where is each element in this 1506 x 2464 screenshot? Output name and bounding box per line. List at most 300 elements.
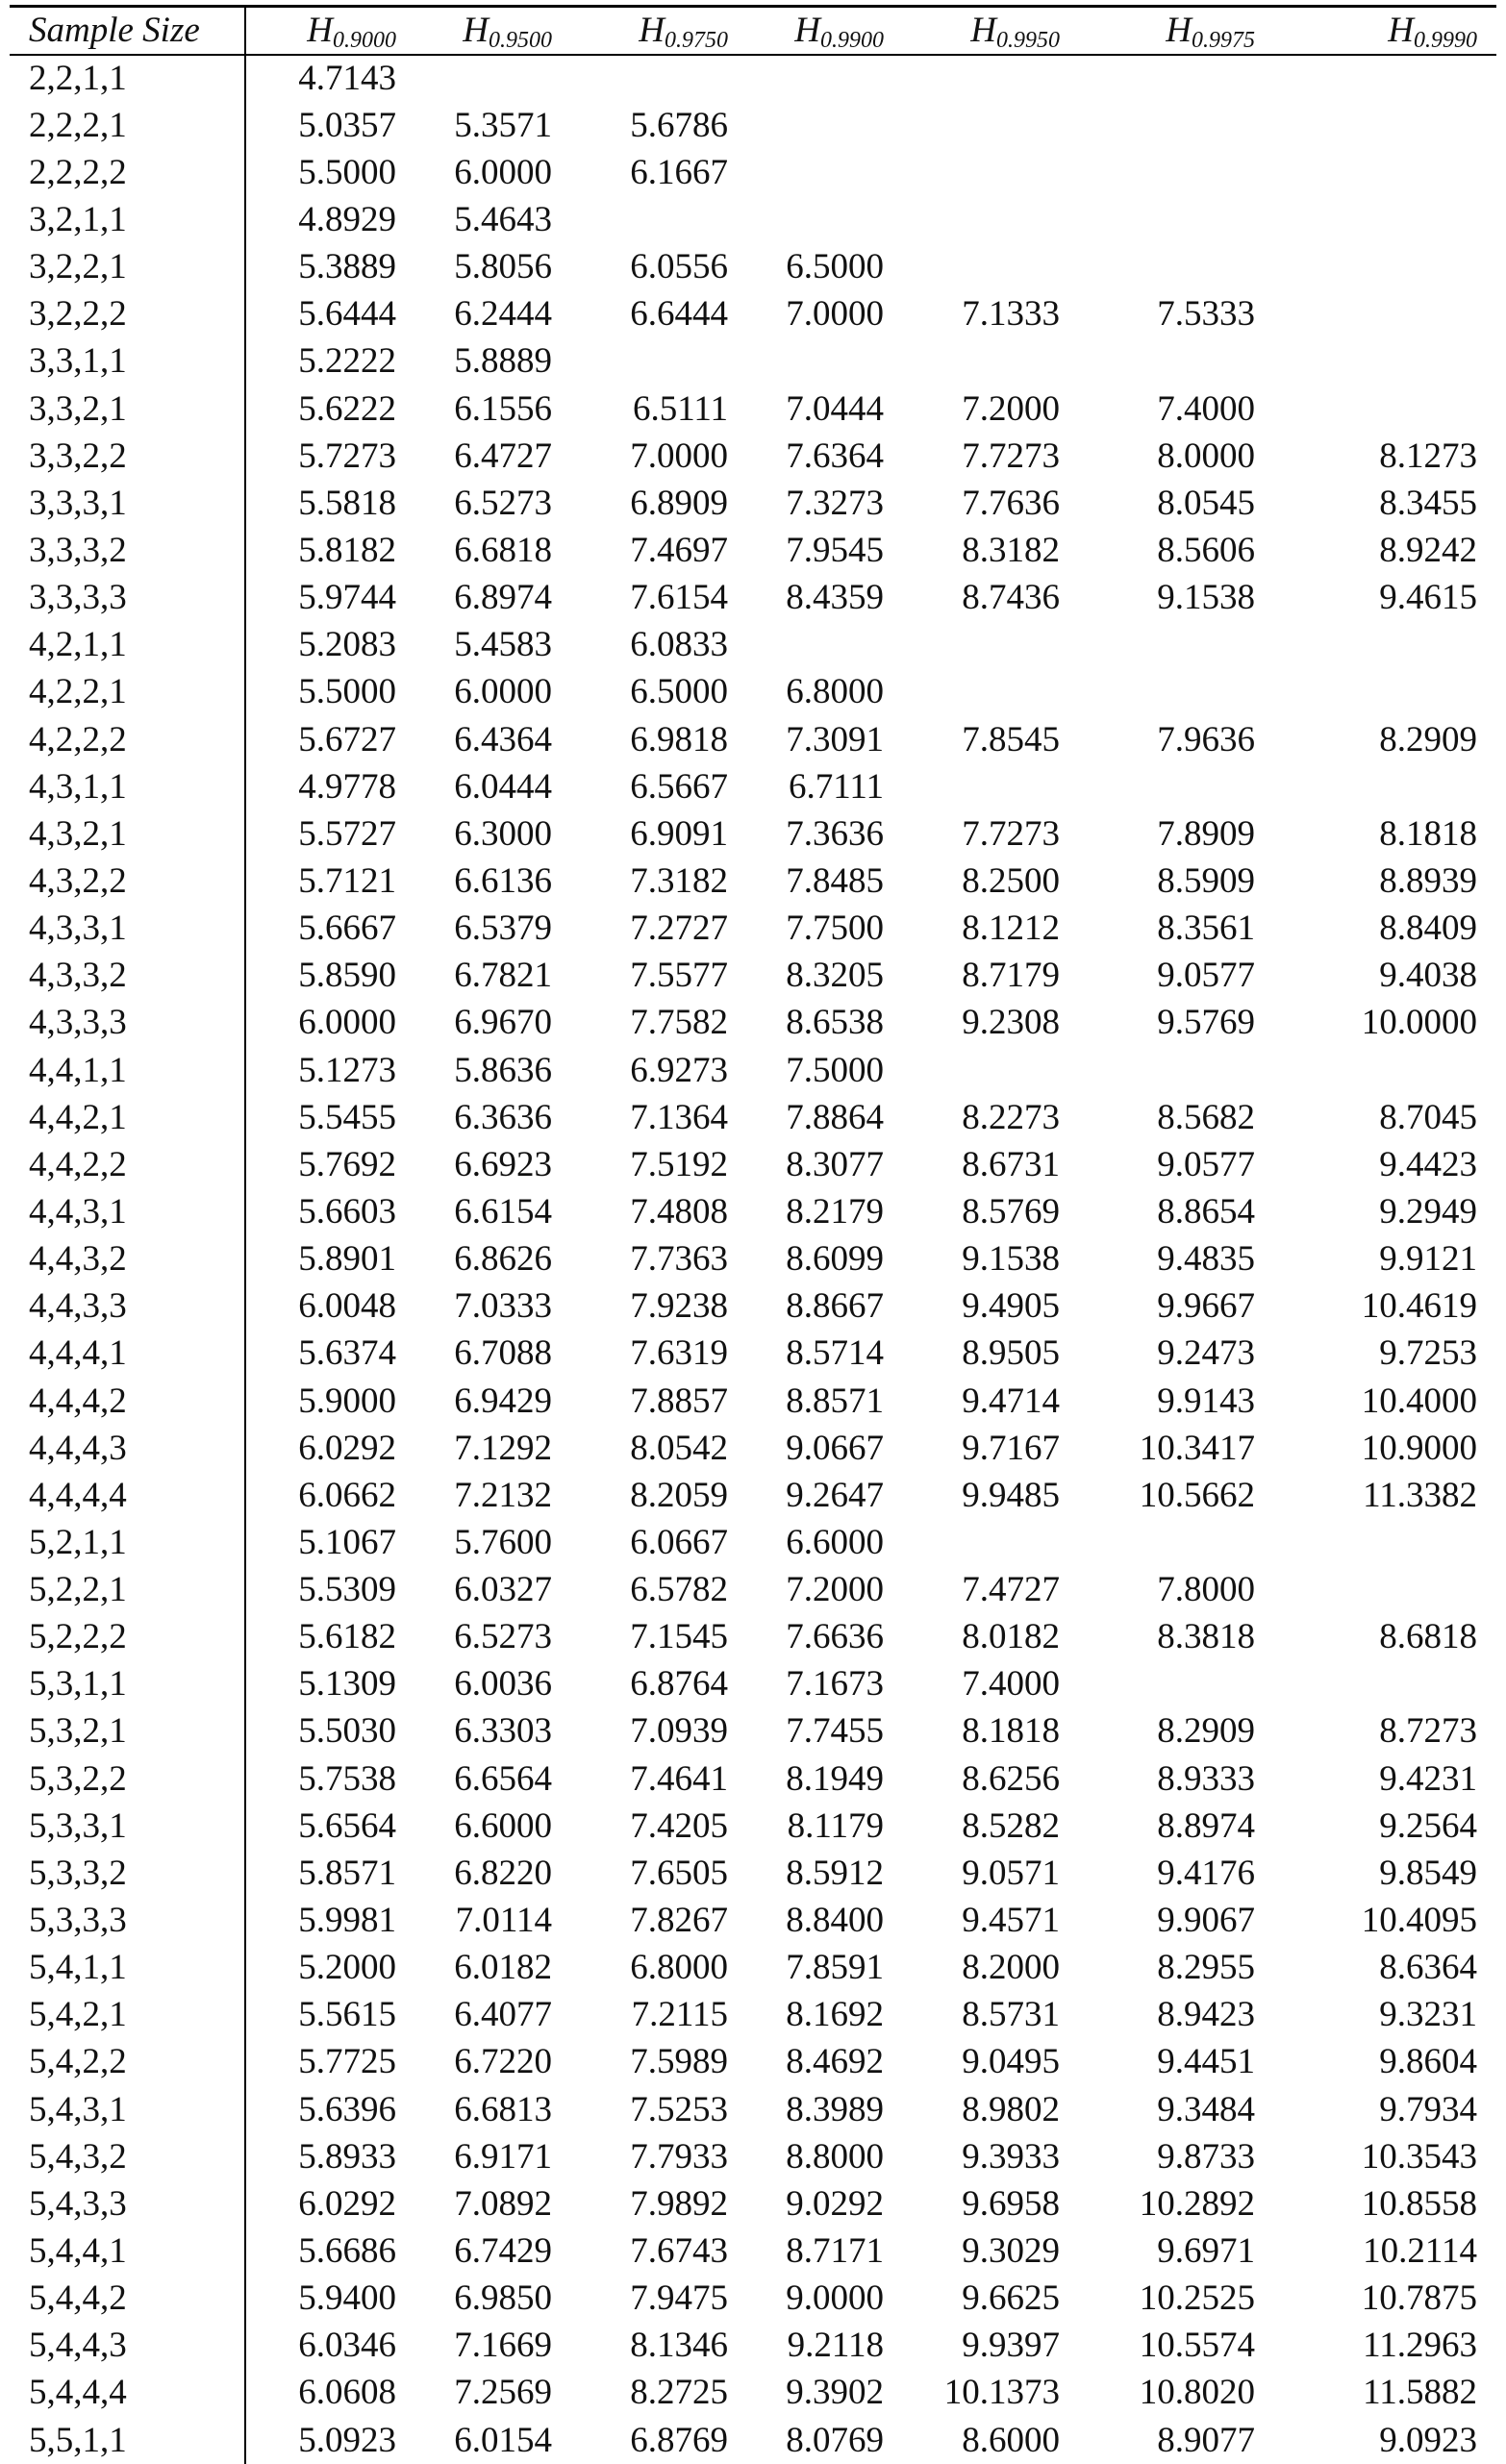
table-row (10, 1707, 1496, 1755)
critical-value-cell (1274, 290, 1496, 337)
critical-value-cell: 5.6603 (298, 1191, 396, 1232)
critical-value-cell: 8.6818 (1379, 1617, 1477, 1657)
critical-value-cell: 6.6136 (454, 860, 552, 901)
critical-value-cell: 7.2132 (454, 1475, 552, 1515)
critical-value-cell: 9.6971 (1157, 2231, 1255, 2272)
critical-value-cell: 8.9802 (962, 2089, 1060, 2129)
kruskal-wallis-critical-values-table (10, 5, 1496, 2464)
critical-value-cell: 7.4000 (962, 1664, 1060, 1705)
critical-value-cell: 9.7167 (962, 1428, 1060, 1468)
critical-value-cell: 6.7111 (788, 766, 884, 807)
critical-value-cell: 7.9892 (630, 2183, 728, 2224)
table-row (10, 337, 1496, 385)
critical-value-cell: 9.3902 (786, 2373, 884, 2413)
critical-value-cell: 10.7875 (1361, 2278, 1477, 2319)
critical-value-cell: 8.2059 (630, 1475, 728, 1515)
critical-value-cell: 6.9429 (454, 1381, 552, 1421)
table-row (10, 1519, 1496, 1566)
critical-value-cell: 6.0182 (454, 1948, 552, 1988)
table-row (10, 715, 1496, 762)
critical-value-cell (571, 55, 747, 102)
table-row (10, 1944, 1496, 1991)
critical-value-cell: 9.0577 (1157, 956, 1255, 996)
critical-value-cell (1079, 1046, 1274, 1093)
critical-value-cell (1079, 1519, 1274, 1566)
table-row (10, 952, 1496, 999)
critical-value-cell (1274, 243, 1496, 290)
critical-value-cell: 6.0292 (298, 2183, 396, 2224)
critical-value-cell: 5.2222 (298, 341, 396, 382)
critical-value-cell: 4.7143 (298, 59, 396, 99)
critical-value-cell: 8.9242 (1379, 530, 1477, 570)
h-symbol: H (639, 11, 665, 51)
critical-value-cell: 8.1949 (786, 1758, 884, 1799)
critical-value-cell: 9.7253 (1379, 1333, 1477, 1374)
sample-size-cell: 4,4,3,3 (10, 1282, 245, 1330)
critical-value-cell: 9.4451 (1157, 2042, 1255, 2082)
critical-value-cell: 8.1692 (786, 1995, 884, 2035)
critical-value-cell: 6.0154 (454, 2420, 552, 2460)
critical-value-cell (747, 55, 903, 102)
sample-size-cell: 4,3,2,1 (10, 810, 245, 858)
critical-value-cell: 7.0000 (786, 294, 884, 335)
critical-value-cell (1274, 337, 1496, 385)
critical-value-cell: 5.8636 (454, 1050, 552, 1090)
sample-size-cell: 4,3,2,2 (10, 858, 245, 905)
critical-value-cell: 10.5574 (1139, 2326, 1255, 2366)
h-symbol: H (1166, 11, 1192, 51)
critical-value-cell: 11.2963 (1363, 2326, 1477, 2366)
critical-value-cell: 10.0000 (1361, 1003, 1477, 1043)
critical-value-cell (1274, 621, 1496, 668)
sample-size-cell: 4,3,3,3 (10, 999, 245, 1046)
critical-value-cell: 7.0444 (786, 388, 884, 429)
critical-value-cell: 9.7934 (1379, 2089, 1477, 2129)
critical-value-cell: 9.4423 (1379, 1144, 1477, 1184)
critical-value-cell: 7.0114 (455, 1901, 552, 1941)
critical-value-cell: 5.2000 (298, 1948, 396, 1988)
critical-value-cell: 8.7045 (1379, 1097, 1477, 1137)
critical-value-cell: 7.2115 (631, 1995, 728, 2035)
critical-value-cell (747, 621, 903, 668)
sample-size-cell: 5,2,1,1 (10, 1519, 245, 1566)
table-header (10, 7, 1496, 55)
sample-size-cell: 3,3,3,3 (10, 574, 245, 621)
critical-value-cell: 6.9171 (454, 2136, 552, 2177)
critical-value-cell: 7.8909 (1157, 813, 1255, 854)
critical-value-cell: 6.7088 (454, 1333, 552, 1374)
table-row (10, 1755, 1496, 1803)
critical-value-cell: 5.5030 (298, 1711, 396, 1752)
sample-size-cell: 5,4,4,3 (10, 2322, 245, 2369)
quantile-header (415, 7, 571, 55)
critical-value-cell (1079, 243, 1274, 290)
critical-value-cell: 5.8901 (298, 1239, 396, 1280)
critical-value-cell: 6.8769 (630, 2420, 728, 2460)
sample-size-cell: 4,2,2,2 (10, 715, 245, 762)
critical-value-cell: 7.2727 (630, 908, 728, 949)
critical-value-cell: 7.3091 (786, 719, 884, 759)
critical-value-cell: 6.6813 (454, 2089, 552, 2129)
critical-value-cell: 10.5662 (1139, 1475, 1255, 1515)
critical-value-cell: 6.7821 (454, 956, 552, 996)
sample-size-cell: 5,3,3,2 (10, 1850, 245, 1897)
h-symbol: H (1388, 11, 1414, 51)
critical-value-cell: 6.8909 (630, 483, 728, 523)
critical-value-cell: 8.1179 (787, 1805, 884, 1846)
critical-value-cell: 6.0048 (298, 1286, 396, 1327)
critical-value-cell: 9.0292 (786, 2183, 884, 2224)
critical-value-cell: 7.6743 (630, 2231, 728, 2272)
sample-size-cell: 3,3,2,1 (10, 385, 245, 432)
critical-value-cell: 5.8182 (298, 530, 396, 570)
critical-value-cell: 6.3303 (454, 1711, 552, 1752)
critical-value-cell: 6.9273 (630, 1050, 728, 1090)
critical-value-cell (1274, 763, 1496, 810)
h-symbol: H (970, 11, 996, 51)
critical-value-cell: 6.0346 (298, 2326, 396, 2366)
header-row (10, 7, 1496, 55)
critical-value-cell: 6.0833 (630, 625, 728, 665)
table-row (10, 1377, 1496, 1424)
critical-value-cell (903, 55, 1079, 102)
critical-value-cell: 5.7600 (454, 1522, 552, 1562)
critical-value-cell: 9.8733 (1157, 2136, 1255, 2177)
table-row (10, 1046, 1496, 1093)
critical-value-cell: 5.3889 (298, 247, 396, 287)
critical-value-cell: 7.0333 (454, 1286, 552, 1327)
sample-size-cell: 4,4,1,1 (10, 1046, 245, 1093)
table-row (10, 1803, 1496, 1850)
critical-value-cell: 10.8558 (1361, 2183, 1477, 2224)
critical-value-cell: 10.2525 (1139, 2278, 1255, 2319)
quantile-subscript: 0.9990 (1414, 28, 1477, 54)
critical-value-cell: 8.8400 (786, 1901, 884, 1941)
critical-value-cell: 8.3205 (786, 956, 884, 996)
critical-value-cell: 5.3571 (454, 105, 552, 145)
table-row (10, 1141, 1496, 1188)
critical-value-cell (571, 337, 747, 385)
critical-value-cell: 5.5818 (298, 483, 396, 523)
critical-value-cell: 8.2500 (962, 860, 1060, 901)
critical-value-cell: 9.2308 (962, 1003, 1060, 1043)
critical-value-cell: 6.5379 (454, 908, 552, 949)
critical-value-cell: 5.5727 (298, 813, 396, 854)
critical-value-cell: 8.8409 (1379, 908, 1477, 949)
critical-value-cell (1079, 621, 1274, 668)
critical-value-cell: 9.9121 (1379, 1239, 1477, 1280)
critical-value-cell: 7.7582 (630, 1003, 728, 1043)
critical-value-cell: 7.7273 (962, 813, 1060, 854)
critical-value-cell: 6.6000 (786, 1522, 884, 1562)
sample-size-cell: 5,2,2,1 (10, 1566, 245, 1613)
table-body (10, 55, 1496, 2464)
sample-size-header: Sample Size (10, 7, 245, 55)
critical-value-cell: 6.5111 (632, 388, 728, 429)
critical-value-cell (903, 337, 1079, 385)
critical-value-cell: 7.4205 (630, 1805, 728, 1846)
critical-value-cell: 8.0769 (786, 2420, 884, 2460)
critical-value-cell: 5.6444 (298, 294, 396, 335)
critical-value-cell: 8.1212 (962, 908, 1060, 949)
critical-value-cell (903, 1046, 1079, 1093)
critical-value-cell: 9.9485 (962, 1475, 1060, 1515)
critical-value-cell: 5.0923 (298, 2420, 396, 2460)
critical-value-cell: 7.4808 (630, 1191, 728, 1232)
critical-value-cell: 6.7429 (454, 2231, 552, 2272)
critical-value-cell: 9.0495 (962, 2042, 1060, 2082)
critical-value-cell: 9.4571 (962, 1901, 1060, 1941)
table-row (10, 385, 1496, 432)
critical-value-cell: 6.6000 (454, 1805, 552, 1846)
critical-value-cell: 5.8933 (298, 2136, 396, 2177)
critical-value-cell: 6.9818 (630, 719, 728, 759)
sample-size-cell: 5,2,2,2 (10, 1613, 245, 1660)
critical-value-cell: 7.3273 (786, 483, 884, 523)
critical-value-cell: 6.5273 (454, 1617, 552, 1657)
critical-value-cell: 8.1346 (630, 2326, 728, 2366)
critical-value-cell: 5.4643 (454, 199, 552, 239)
critical-value-cell: 7.3182 (630, 860, 728, 901)
table-row (10, 196, 1496, 243)
critical-value-cell: 6.9670 (454, 1003, 552, 1043)
sample-size-cell: 4,4,4,2 (10, 1377, 245, 1424)
critical-value-cell: 5.7692 (298, 1144, 396, 1184)
sample-size-cell: 2,2,1,1 (10, 55, 245, 102)
critical-value-cell: 11.3382 (1363, 1475, 1477, 1515)
sample-size-cell: 5,3,3,1 (10, 1803, 245, 1850)
critical-value-cell: 5.7725 (298, 2042, 396, 2082)
critical-value-cell: 6.6564 (454, 1758, 552, 1799)
critical-value-cell (1274, 385, 1496, 432)
table-row (10, 2369, 1496, 2416)
critical-value-cell: 5.6182 (298, 1617, 396, 1657)
critical-value-cell: 8.5606 (1157, 530, 1255, 570)
table-row (10, 810, 1496, 858)
critical-value-cell: 7.5577 (630, 956, 728, 996)
critical-value-cell: 8.9423 (1157, 1995, 1255, 2035)
table-row (10, 858, 1496, 905)
critical-value-cell: 10.4619 (1361, 1286, 1477, 1327)
critical-value-cell: 7.7363 (630, 1239, 728, 1280)
critical-value-cell: 7.3636 (786, 813, 884, 854)
table-row (10, 668, 1496, 715)
table-row (10, 2417, 1496, 2464)
table-row (10, 1850, 1496, 1897)
sample-size-cell: 4,4,2,2 (10, 1141, 245, 1188)
critical-value-cell (1079, 55, 1274, 102)
critical-value-cell (747, 149, 903, 196)
critical-value-cell: 8.2955 (1157, 1948, 1255, 1988)
quantile-subscript: 0.9900 (820, 28, 884, 54)
critical-value-cell: 9.0577 (1157, 1144, 1255, 1184)
critical-value-cell: 5.5615 (298, 1995, 396, 2035)
critical-value-cell: 7.7636 (962, 483, 1060, 523)
critical-value-cell: 6.5667 (630, 766, 728, 807)
critical-value-cell: 9.0571 (962, 1853, 1060, 1893)
table-row (10, 1472, 1496, 1519)
quantile-subscript: 0.9750 (665, 28, 728, 54)
critical-value-cell: 5.1309 (298, 1664, 396, 1705)
critical-value-cell: 7.0892 (454, 2183, 552, 2224)
critical-value-cell (903, 196, 1079, 243)
critical-value-cell: 10.4000 (1361, 1381, 1477, 1421)
critical-value-cell: 8.0542 (630, 1428, 728, 1468)
critical-value-cell: 6.4364 (454, 719, 552, 759)
critical-value-cell (1274, 1519, 1496, 1566)
quantile-header (747, 7, 903, 55)
quantile-subscript: 0.9975 (1192, 28, 1255, 54)
critical-value-cell: 5.8889 (454, 341, 552, 382)
critical-value-cell: 9.9667 (1157, 1286, 1255, 1327)
critical-value-cell: 8.9333 (1157, 1758, 1255, 1799)
critical-value-cell: 7.9475 (630, 2278, 728, 2319)
sample-size-cell: 4,4,4,1 (10, 1330, 245, 1377)
critical-value-cell: 5.1067 (298, 1522, 396, 1562)
critical-value-cell: 9.4835 (1157, 1239, 1255, 1280)
critical-value-cell: 5.7538 (298, 1758, 396, 1799)
critical-value-cell: 9.3933 (962, 2136, 1060, 2177)
critical-value-cell: 7.2569 (454, 2373, 552, 2413)
table-row (10, 1613, 1496, 1660)
sample-size-cell: 4,3,3,2 (10, 952, 245, 999)
quantile-header (1274, 7, 1496, 55)
table-row (10, 2133, 1496, 2180)
critical-value-cell: 5.6667 (298, 908, 396, 949)
sample-size-cell: 5,3,1,1 (10, 1660, 245, 1707)
critical-value-cell: 7.0000 (630, 436, 728, 476)
critical-value-cell: 6.0000 (298, 1003, 396, 1043)
critical-value-cell: 7.9545 (786, 530, 884, 570)
critical-value-cell: 7.1673 (786, 1664, 884, 1705)
critical-value-cell: 5.8590 (298, 956, 396, 996)
critical-value-cell: 8.2273 (962, 1097, 1060, 1137)
critical-value-cell: 10.3543 (1361, 2136, 1477, 2177)
critical-value-cell: 8.7179 (962, 956, 1060, 996)
critical-value-cell: 8.4359 (786, 578, 884, 618)
critical-value-cell: 8.2909 (1379, 719, 1477, 759)
critical-value-cell: 7.4641 (630, 1758, 728, 1799)
critical-value-cell: 8.2000 (962, 1948, 1060, 1988)
critical-value-cell: 6.6818 (454, 530, 552, 570)
critical-value-cell (1274, 1046, 1496, 1093)
sample-size-cell: 3,2,1,1 (10, 196, 245, 243)
table-row (10, 1330, 1496, 1377)
h-symbol: H (794, 11, 820, 51)
critical-value-cell: 5.5000 (298, 152, 396, 192)
critical-value-cell: 5.6222 (298, 388, 396, 429)
critical-value-cell (1079, 102, 1274, 149)
critical-value-cell: 7.7273 (962, 436, 1060, 476)
critical-value-cell: 7.5989 (630, 2042, 728, 2082)
table-row (10, 621, 1496, 668)
critical-value-cell: 10.2114 (1363, 2231, 1477, 2272)
critical-value-cell: 8.5731 (962, 1995, 1060, 2035)
sample-size-cell: 5,4,4,2 (10, 2275, 245, 2322)
quantile-subscript: 0.9500 (489, 28, 552, 54)
critical-value-cell: 6.8220 (454, 1853, 552, 1893)
critical-value-cell: 6.8626 (454, 1239, 552, 1280)
critical-value-cell: 6.0444 (454, 766, 552, 807)
sample-size-cell: 5,4,4,4 (10, 2369, 245, 2416)
critical-value-cell: 6.0000 (454, 152, 552, 192)
critical-value-cell: 9.2564 (1379, 1805, 1477, 1846)
critical-value-cell (903, 243, 1079, 290)
critical-value-cell: 6.4077 (454, 1995, 552, 2035)
critical-value-cell: 6.5000 (786, 247, 884, 287)
critical-value-cell (903, 149, 1079, 196)
sample-size-cell: 3,2,2,2 (10, 290, 245, 337)
critical-value-cell: 8.1818 (962, 1711, 1060, 1752)
critical-value-cell (747, 196, 903, 243)
critical-value-cell (571, 196, 747, 243)
table-row (10, 1425, 1496, 1472)
critical-value-cell: 6.0667 (630, 1522, 728, 1562)
critical-value-cell: 9.0000 (786, 2278, 884, 2319)
critical-value-cell: 5.6786 (630, 105, 728, 145)
critical-value-cell: 6.0036 (454, 1664, 552, 1705)
critical-value-cell: 7.9636 (1157, 719, 1255, 759)
critical-value-cell: 5.5309 (298, 1570, 396, 1610)
critical-value-cell (1274, 668, 1496, 715)
critical-value-cell: 8.9505 (962, 1333, 1060, 1374)
critical-value-cell: 8.8939 (1379, 860, 1477, 901)
table-row (10, 1235, 1496, 1282)
table-row (10, 1282, 1496, 1330)
sample-size-cell: 3,3,3,1 (10, 480, 245, 527)
critical-value-cell: 6.6154 (454, 1191, 552, 1232)
critical-value-cell: 8.4692 (786, 2042, 884, 2082)
quantile-header (571, 7, 747, 55)
critical-value-cell: 7.7455 (786, 1711, 884, 1752)
sample-size-cell: 5,4,2,1 (10, 1991, 245, 2038)
critical-value-cell: 10.9000 (1361, 1428, 1477, 1468)
critical-value-cell: 8.6099 (786, 1239, 884, 1280)
table-row (10, 2086, 1496, 2133)
table-row (10, 2322, 1496, 2369)
critical-value-cell: 7.6636 (786, 1617, 884, 1657)
critical-value-cell (1274, 1660, 1496, 1707)
critical-value-cell: 5.1273 (298, 1050, 396, 1090)
sample-size-cell: 4,4,3,2 (10, 1235, 245, 1282)
sample-size-cell: 5,4,3,1 (10, 2086, 245, 2133)
critical-value-cell: 6.0327 (454, 1570, 552, 1610)
critical-value-cell: 6.1667 (630, 152, 728, 192)
critical-value-cell: 7.5000 (786, 1050, 884, 1090)
table-row (10, 1897, 1496, 1944)
sample-size-cell: 5,5,1,1 (10, 2417, 245, 2464)
critical-value-cell: 5.6727 (298, 719, 396, 759)
critical-value-cell: 7.7933 (630, 2136, 728, 2177)
critical-value-cell: 7.8864 (786, 1097, 884, 1137)
critical-value-cell: 7.4000 (1157, 388, 1255, 429)
critical-value-cell (1079, 668, 1274, 715)
table-row (10, 480, 1496, 527)
critical-value-cell: 8.5282 (962, 1805, 1060, 1846)
critical-value-cell (1274, 102, 1496, 149)
table-row (10, 243, 1496, 290)
critical-value-cell: 5.9981 (298, 1901, 396, 1941)
critical-value-cell: 7.6154 (630, 578, 728, 618)
critical-value-cell: 8.2179 (786, 1191, 884, 1232)
critical-value-cell: 6.2444 (454, 294, 552, 335)
critical-value-cell: 8.3077 (786, 1144, 884, 1184)
critical-value-cell: 8.5909 (1157, 860, 1255, 901)
quantile-subscript: 0.9950 (996, 28, 1060, 54)
sample-size-cell: 5,3,2,1 (10, 1707, 245, 1755)
critical-value-cell: 6.9850 (454, 2278, 552, 2319)
table-row (10, 763, 1496, 810)
